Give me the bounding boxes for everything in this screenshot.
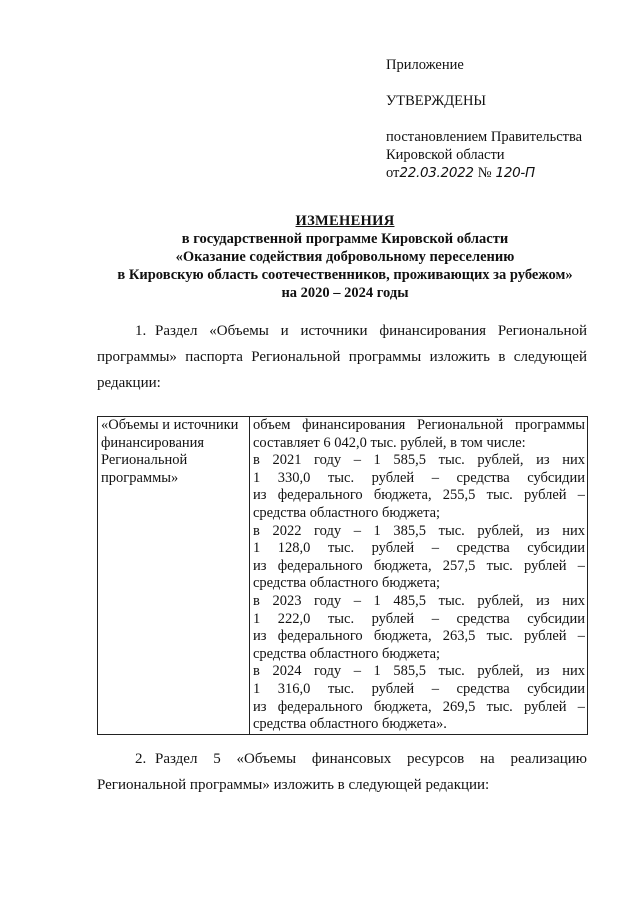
approval-block xyxy=(386,56,616,182)
paragraph-1-line-1: Раздел «Объемы и источники финансирования Региональной xyxy=(155,323,587,339)
paragraph-2-number: 2. xyxy=(135,751,147,767)
label-line: финансирования xyxy=(101,434,205,451)
content-line: средства областного бюджета». xyxy=(253,716,447,733)
content-line: из федерального бюджета, 257,5 тыс. рублей – xyxy=(253,557,585,574)
region-label: Кировской области xyxy=(386,147,505,163)
content-line: 1 128,0 тыс. рублей – средства субсидии xyxy=(253,540,585,557)
paragraph-1-line-3: редакции: xyxy=(97,375,161,391)
table-cell-content xyxy=(250,417,588,735)
content-line: из федерального бюджета, 255,5 тыс. рублей – xyxy=(253,487,585,504)
content-line: в 2022 году – 1 385,5 тыс. рублей, из них xyxy=(253,522,585,539)
content-line: объем финансирования Региональной программы xyxy=(253,417,585,433)
label-line: программы» xyxy=(101,469,179,486)
handwritten-number: 120-П xyxy=(495,165,535,181)
label-line: «Объемы и источники xyxy=(101,417,239,433)
title-line-5: на 2020 – 2024 годы xyxy=(281,285,409,301)
resolution-date-number xyxy=(386,164,616,182)
appendix-label: Приложение xyxy=(386,57,464,73)
title-line-4: в Кировскую область соотечественников, проживающих за рубежом» xyxy=(117,267,573,283)
content-line: 1 316,0 тыс. рублей – средства субсидии xyxy=(253,680,585,697)
paragraph-2-line-2: Региональной программы» изложить в следующей редакции: xyxy=(97,777,490,793)
resolution-label: постановлением Правительства xyxy=(386,129,583,145)
content-line: в 2024 году – 1 585,5 тыс. рублей, из них xyxy=(253,663,585,680)
content-line: в 2023 году – 1 485,5 тыс. рублей, из них xyxy=(253,592,585,609)
title-head: ИЗМЕНЕНИЯ xyxy=(295,213,395,229)
content-line: в 2021 году – 1 585,5 тыс. рублей, из них xyxy=(253,452,585,469)
paragraph-2-line-1: Раздел 5 «Объемы финансовых ресурсов на реализацию xyxy=(155,751,587,767)
document-title xyxy=(60,212,630,302)
title-line-2: в государственной программе Кировской области xyxy=(181,231,509,247)
content-line: из федерального бюджета, 263,5 тыс. рублей – xyxy=(253,628,585,645)
paragraph-2 xyxy=(97,746,587,798)
title-line-3: «Оказание содействия добровольному переселению xyxy=(175,249,515,265)
content-line: средства областного бюджета; xyxy=(253,504,441,521)
paragraph-1-line-2: программы» паспорта Региональной программы изложить в следующей xyxy=(97,349,587,365)
content-line: 1 330,0 тыс. рублей – средства субсидии xyxy=(253,469,585,486)
content-line: составляет 6 042,0 тыс. рублей, в том числе: xyxy=(253,434,526,451)
financing-table xyxy=(97,416,588,735)
table-row xyxy=(98,417,588,735)
content-line: из федерального бюджета, 269,5 тыс. рублей – xyxy=(253,698,585,715)
approved-label: УТВЕРЖДЕНЫ xyxy=(386,93,487,109)
content-line: средства областного бюджета; xyxy=(253,575,441,592)
table-cell-label xyxy=(98,417,250,735)
number-sign: № xyxy=(477,165,492,181)
paragraph-1-number: 1. xyxy=(135,323,147,339)
content-line: 1 222,0 тыс. рублей – средства субсидии xyxy=(253,610,585,627)
date-prefix: от xyxy=(386,165,400,181)
content-line: средства областного бюджета; xyxy=(253,645,441,662)
paragraph-1 xyxy=(97,318,587,396)
label-line: Региональной xyxy=(101,452,188,469)
handwritten-date: 22.03.2022 xyxy=(399,165,474,181)
